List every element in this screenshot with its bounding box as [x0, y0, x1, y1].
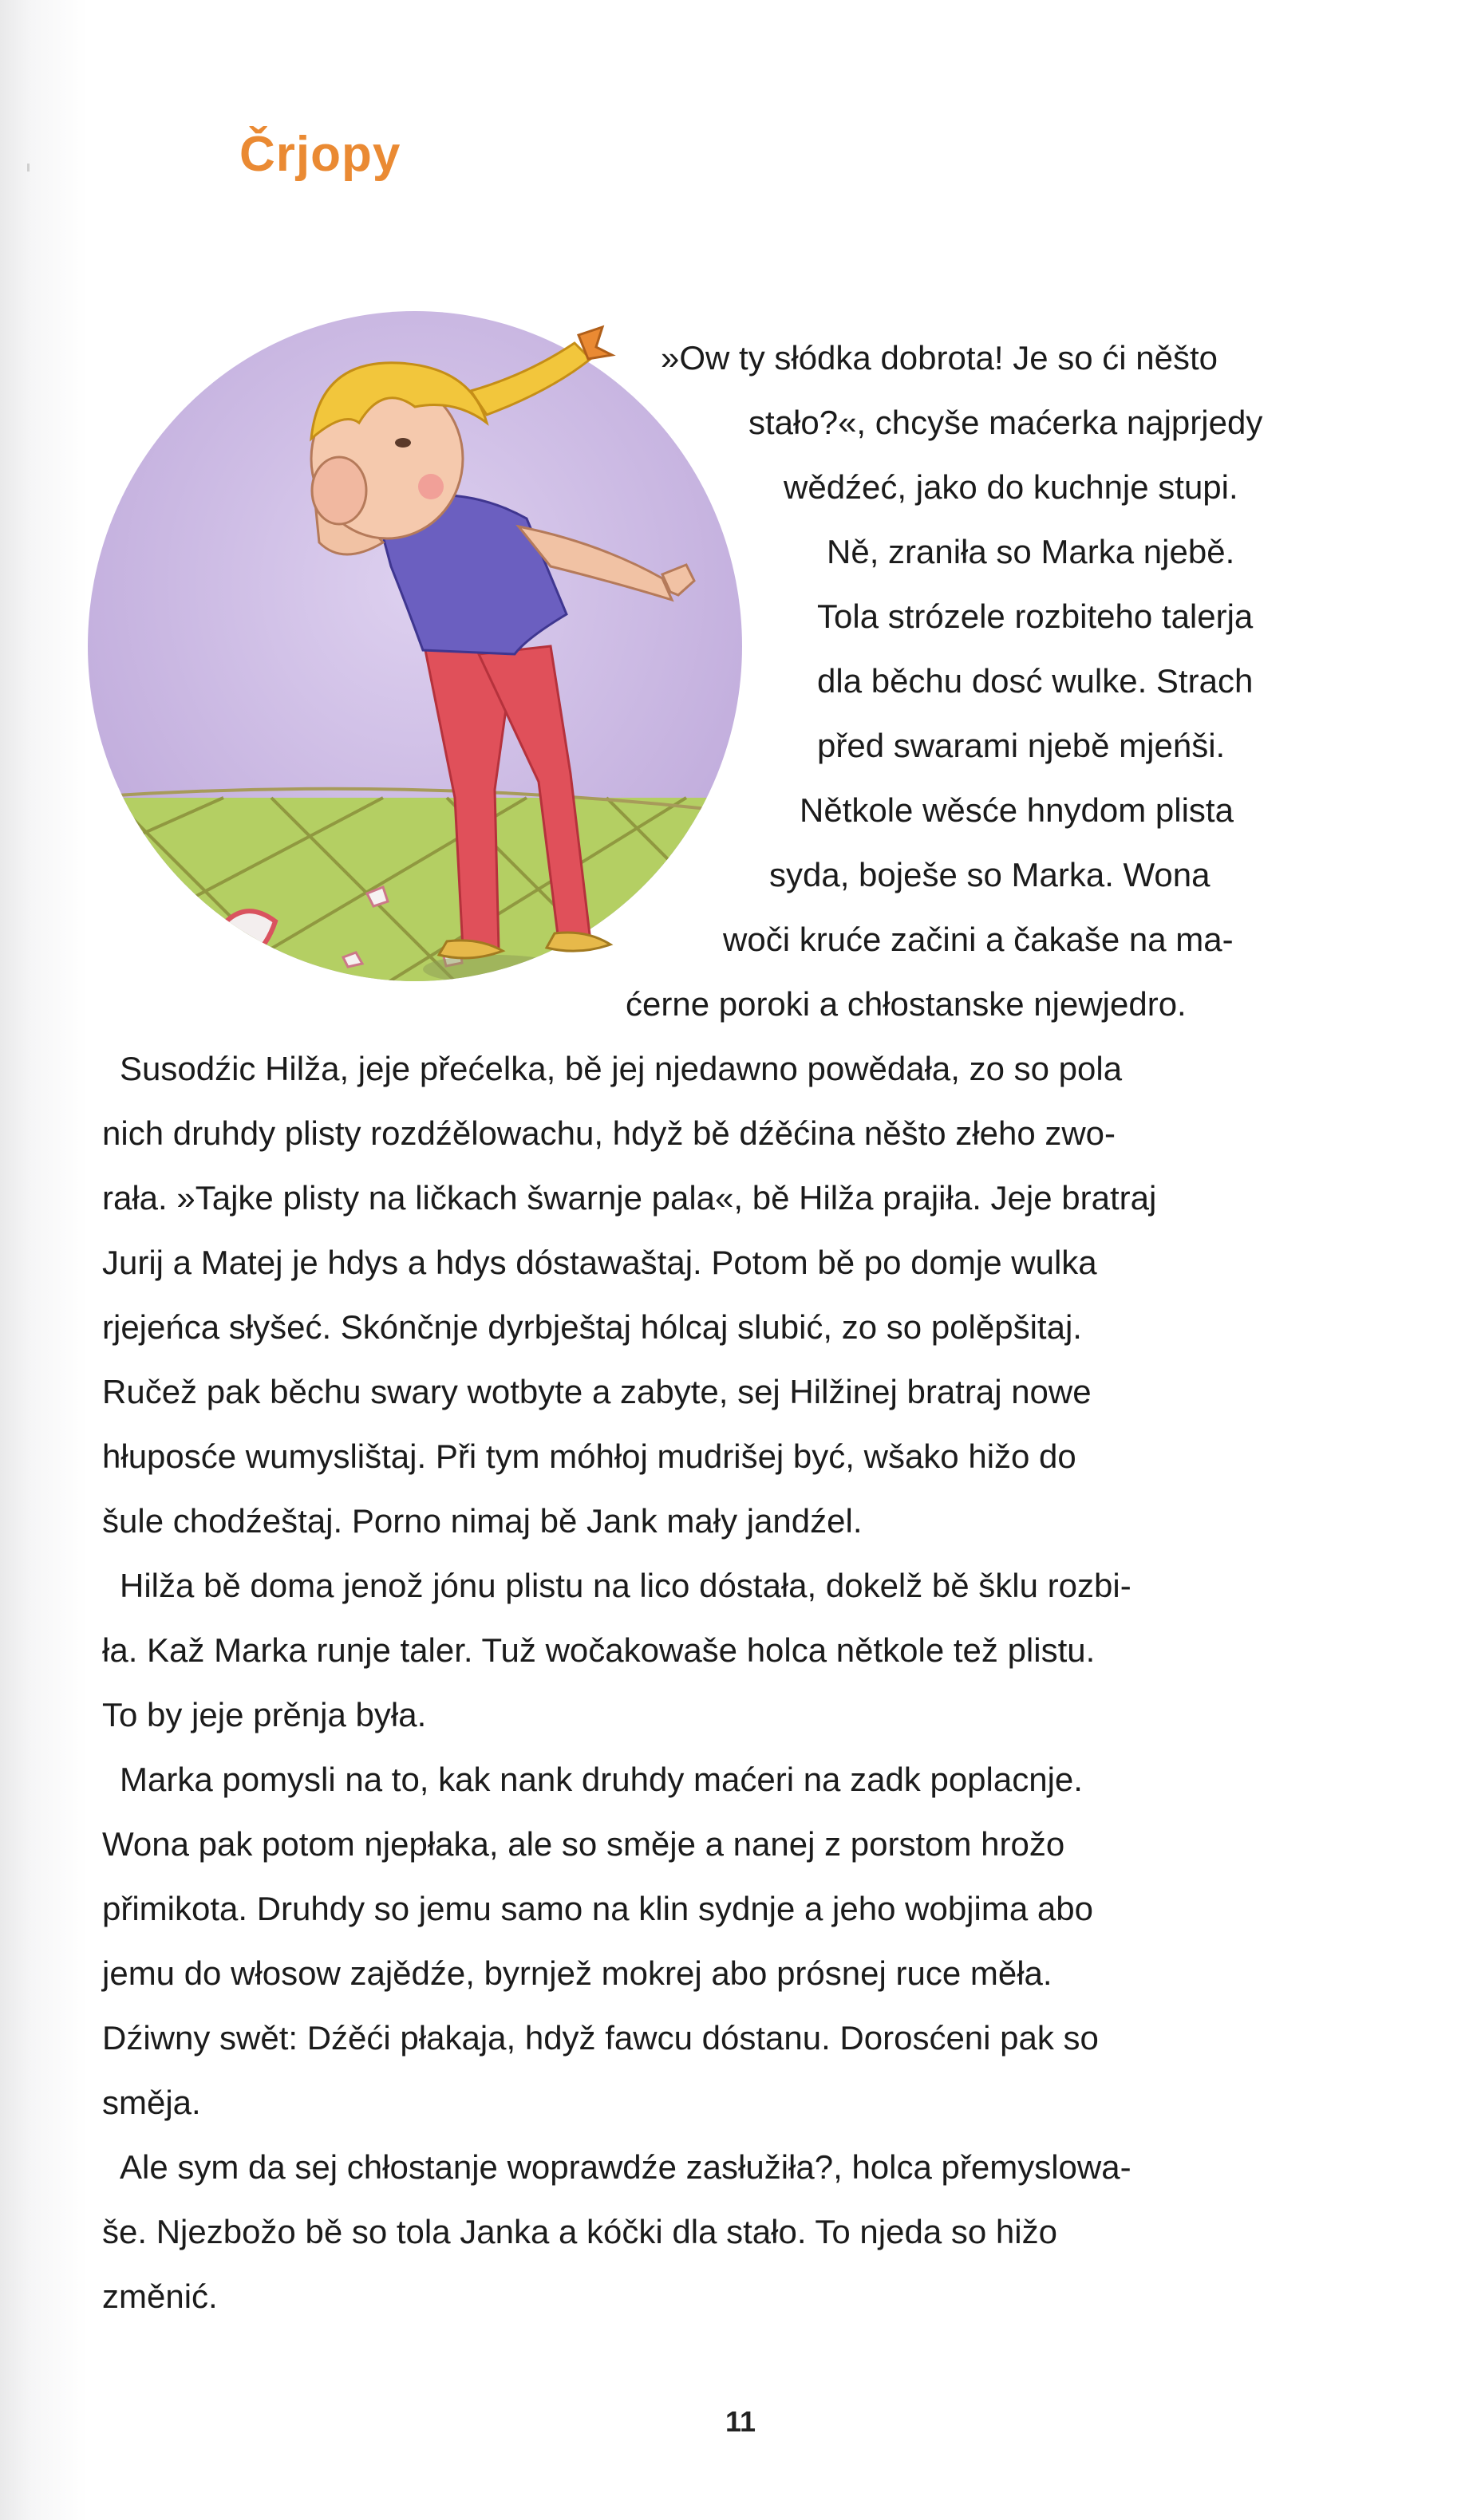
- text-line: Marka pomysli na to, kak nank druhdy maćeri na zadk poplacnje.: [120, 1761, 1083, 1798]
- text-line: hłuposće wumyslištaj. Při tym móhłoj mudrišej być, wšako hižo do: [102, 1437, 1076, 1475]
- text-line: šule chodźeštaj. Porno nimaj bě Jank mały jandźel.: [102, 1502, 863, 1540]
- page-number: 11: [725, 2405, 756, 2438]
- text-line: wědźeć, jako do kuchnje stupi.: [784, 468, 1238, 506]
- text-line: »Ow ty słódka dobrota! Je so ći něšto: [661, 339, 1218, 377]
- text-line: Ručež pak běchu swary wotbyte a zabyte, sej Hilžinej bratraj nowe: [102, 1373, 1092, 1410]
- text-line: Ně, zraniła so Marka njebě.: [827, 533, 1235, 570]
- chapter-heading: Črjopy: [239, 127, 401, 182]
- text-line: jemu do włosow zajědźe, byrnjež mokrej abo prósnej ruce měła.: [102, 1954, 1052, 1992]
- text-line: Dźiwny swět: Dźěći płakaja, hdyž fawcu dóstanu. Dorosćeni pak so: [102, 2019, 1099, 2057]
- text-line: dla běchu dosć wulke. Strach: [817, 662, 1254, 700]
- text-line: směja.: [102, 2084, 201, 2121]
- margin-speck: [27, 164, 30, 172]
- text-line: To by jeje prěnja była.: [102, 1696, 427, 1733]
- text-line: před swarami njebě mjeńši.: [817, 727, 1226, 764]
- text-line: nich druhdy plisty rozdźělowachu, hdyž bě dźěćina něšto złeho zwo-: [102, 1114, 1116, 1152]
- text-line: woči kruće začini a čakaše na ma-: [723, 921, 1234, 958]
- girl-broken-plate-illustration: [80, 303, 750, 1005]
- text-line: Hilža bě doma jenož jónu plistu na lico dóstała, dokelž bě šklu rozbi-: [120, 1567, 1131, 1604]
- text-line: stało?«, chcyše maćerka najprjedy: [748, 404, 1263, 441]
- text-line: Tola strózele rozbiteho talerja: [817, 597, 1254, 635]
- text-line: rjejeńca słyšeć. Skónčnje dyrbještaj hólcaj slubić, zo so polěpšitaj.: [102, 1308, 1082, 1346]
- text-line: Nětkole wěsće hnydom plista: [800, 791, 1234, 829]
- text-line: Wona pak potom njepłaka, ale so směje a nanej z porstom hrožo: [102, 1825, 1065, 1863]
- text-line: rała. »Tajke plisty na ličkach šwarnje pala«, bě Hilža prajiła. Jeje bratraj: [102, 1179, 1157, 1217]
- text-line: přimikota. Druhdy so jemu samo na klin sydnje a jeho wobjima abo: [102, 1890, 1093, 1927]
- text-line: še. Njezbožo bě so tola Janka a kóčki dla stało. To njeda so hižo: [102, 2213, 1057, 2250]
- text-line: ła. Kaž Marka runje taler. Tuž wočakowaše holca nětkole tež plistu.: [102, 1631, 1096, 1669]
- text-line: Jurij a Matej je hdys a hdys dóstawaštaj. Potom bě po domje wulka: [102, 1244, 1097, 1281]
- text-line: ćerne poroki a chłostanske njewjedro.: [626, 985, 1187, 1023]
- text-line: Ale sym da sej chłostanje woprawdźe zasłužiła?, holca přemyslowa-: [120, 2148, 1131, 2186]
- text-line: změnić.: [102, 2277, 218, 2315]
- text-line: Susodźic Hilža, jeje přećelka, bě jej njedawno powědała, zo so pola: [120, 1050, 1123, 1087]
- text-line: syda, boješe so Marka. Wona: [769, 856, 1210, 893]
